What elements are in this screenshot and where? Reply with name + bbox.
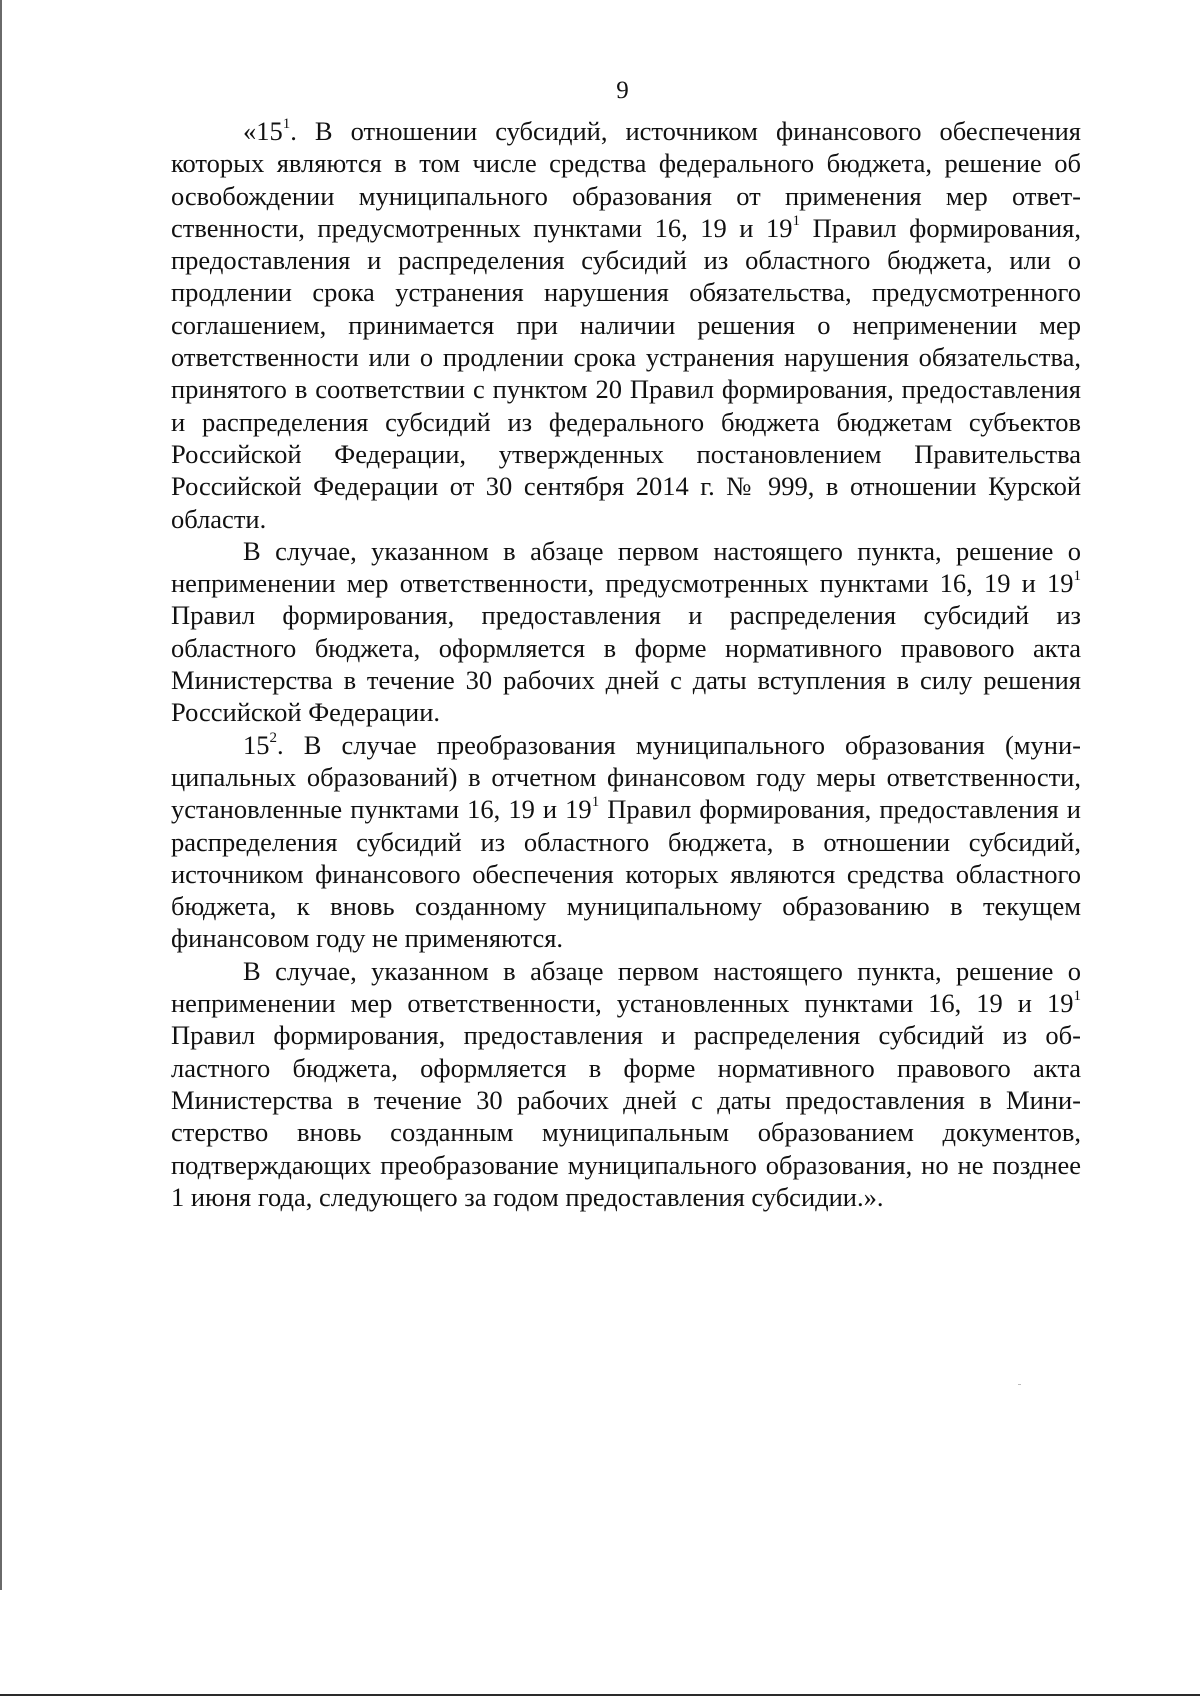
document-body (171, 115, 1081, 1213)
superscript-index: 1 (1073, 568, 1081, 585)
paragraph-text-segment: . В отношении субсидий, источником финансового обеспечения которых являются в том числе средства федерального бюджета, решение об освобождении муниципального образования от применения мер ответственности, предусмотренных пунктами 16, 19 и 19 (171, 116, 1081, 243)
scan-edge-left (0, 0, 2, 1590)
paragraph-text-segment: . В случае преобразования муниципального образования (муниципальных образований) в отчетном финансовом году меры ответственности, установленные пунктами 16, 19 и 19 (171, 729, 1081, 825)
superscript-index: 1 (282, 116, 291, 133)
paragraph-text-segment: «15 (243, 116, 283, 146)
page-number: 9 (616, 77, 629, 104)
paragraph-text-segment: В случае, указанном в абзаце первом настоящего пункта, решение о неприменении мер ответственности, установленных пунктами 16, 19 и 19 (171, 955, 1081, 1019)
paragraph-text-segment: Правил формирования, предоставления и распределения субсидий из областного бюджета, в отношении субсидий, источником финансового обеспечения которых являются средства областного бюджета, к вновь созданному муниципальному образованию в текущем финансовом году не применяются. (171, 794, 1081, 954)
paragraph-text-segment: Правил формирования, предоставления и распределения субсидий из областного бюджета, или о продлении срока устранения нарушения обязательства, предусмотренного соглашением, принимается при наличии решения о неприменении мер ответственности или о продлении срока устранения нарушения обязательства, принятого в соответствии с пунктом 20 Правил формирования, предоставления и распределения субсидий из федерального бюджета бюджетам субъектов Российской Федерации, утвержденных постановлением Правительства Российской Федерации от 30 сентября 2014 г. № 999, в отношении Курской области. (171, 212, 1081, 534)
paragraph-text-segment: 15 (243, 729, 270, 760)
scan-edge-bottom (0, 1694, 1200, 1696)
paragraph-15-2 (171, 729, 1081, 955)
paragraph-15-1-case (171, 535, 1081, 729)
scan-speck (1018, 1384, 1021, 1385)
paragraph-text-segment: Правил формирования, предоставления и распределения субсидий из областного бюджета, оформляется в форме нормативного правового акта Министерства в течение 30 рабочих дней с даты вступления в силу решения Российской Федерации. (171, 600, 1081, 728)
paragraph-15-1 (171, 115, 1081, 535)
superscript-index: 1 (792, 213, 801, 230)
paragraph-15-2-case (171, 955, 1081, 1213)
superscript-index: 1 (1073, 988, 1081, 1005)
superscript-index: 1 (591, 794, 600, 811)
paragraph-text-segment: В случае, указанном в абзаце первом настоящего пункта, решение о неприменении мер ответственности, предусмотренных пунктами 16, 19 и 19 (171, 535, 1081, 599)
superscript-index: 2 (269, 729, 277, 746)
paragraph-text-segment: Правил формирования, предоставления и распределения субсидий из областного бюджета, оформляется в форме нормативного правового акта Министерства в течение 30 рабочих дней с даты предоставления в Министерство вновь созданным муниципальным образованием документов, подтверждающих преобразование муниципального образования, но не позднее 1 июня года, следующего за годом предоставления субсидии.». (171, 1020, 1081, 1212)
